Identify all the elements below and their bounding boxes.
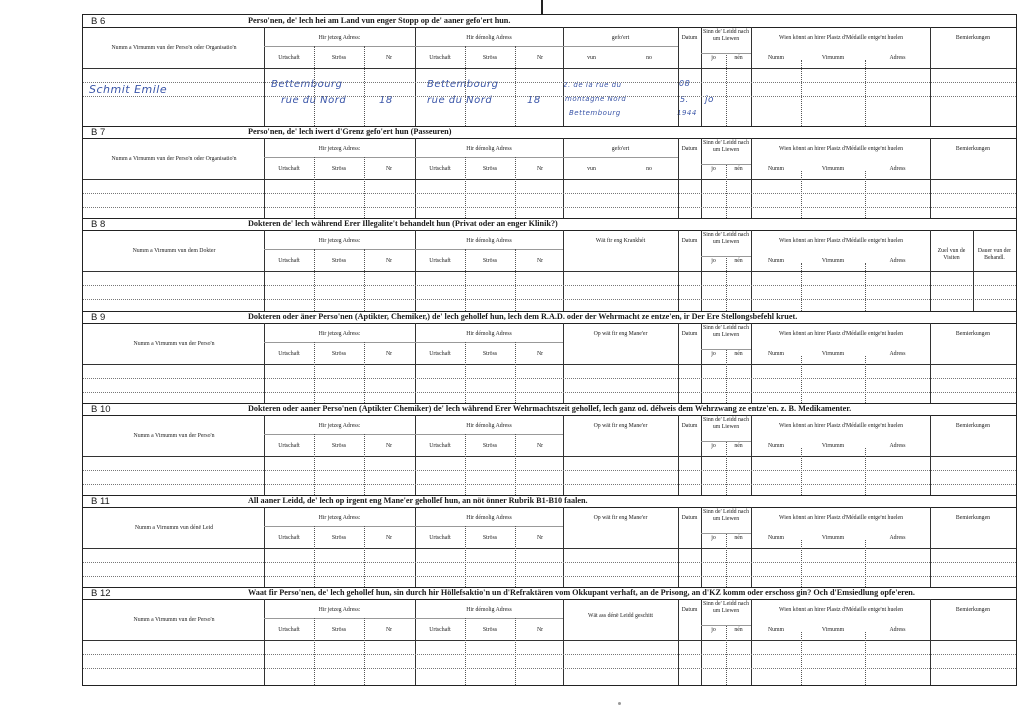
subheader-rule — [264, 434, 563, 435]
sub-column-rule — [865, 263, 866, 311]
place-header: Urtschaft — [278, 166, 300, 172]
column-rule — [751, 323, 752, 403]
date-header: Datum — [681, 35, 698, 41]
remarks-header: Bemierkungen — [955, 146, 991, 152]
column-rule — [751, 27, 752, 126]
column-rule — [751, 599, 752, 685]
section-header — [83, 403, 1016, 416]
place-header: Urtschaft — [429, 351, 451, 357]
subheader-rule — [701, 256, 751, 257]
former-address-header: Hir démolig Adress — [466, 146, 512, 152]
section-title: Waat fir Perso'nen, de' lech gehollef hun, sin durch hir Höllefsaktio'n un d'Refraktären vom Okkupant verhaft, an de Prisong, an d'KZ komm oder erschoss gin? Och d'Emsiedlung opfe'eren. — [248, 588, 915, 597]
sub-column-rule — [865, 356, 866, 403]
former-address-header: Hir démolig Adress — [466, 238, 512, 244]
manner-header: Op wät fir eng Mane'er — [593, 331, 648, 337]
medal-header: Wien könnt an hirer Plastz d'Médaille entge'nt huelen — [778, 238, 904, 244]
column-rule — [563, 599, 564, 685]
medal-header: Wien könnt an hirer Plastz d'Médaille entge'nt huelen — [778, 331, 904, 337]
suffering-header: Sinn de' Leidd nach um Liewen — [703, 232, 749, 245]
column-rule — [701, 138, 702, 218]
medal-name-header: Numm — [767, 535, 785, 541]
number-header: Nr — [536, 535, 544, 541]
place-header: Urtschaft — [429, 55, 451, 61]
handwritten-current-nr: 18 — [379, 95, 393, 106]
handwritten-current-street: rue du Nord — [281, 95, 347, 106]
place-header: Urtschaft — [429, 535, 451, 541]
medal-address-header: Adress — [889, 535, 906, 541]
handwritten-route-line1: 2. de la rue du — [563, 81, 622, 89]
section-b6 — [83, 15, 1016, 126]
medal-header: Wien könnt an hirer Plastz d'Médaille entge'nt huelen — [778, 607, 904, 613]
entry-row-rule — [83, 470, 1016, 471]
medal-name-header: Numm — [767, 627, 785, 633]
section-header — [83, 15, 1016, 28]
street-header: Ströss — [331, 258, 347, 264]
current-address-header: Hir jetzeg Adress: — [318, 515, 361, 521]
section-title: Dokteren oder aaner Perso'nen (Aptikter Chemiker) de' lech während Erer Wehrmachtszeit gehollef, lech ganz od. délweis dem Wehrzwang ze entze'en. z. B. Medikamenter. — [248, 404, 852, 413]
sub-column-rule — [801, 171, 802, 218]
subheader-rule — [563, 157, 678, 158]
sub-column-rule — [801, 632, 802, 685]
street-header: Ströss — [331, 535, 347, 541]
medal-address-header: Adress — [889, 443, 906, 449]
handwritten-date-year: 1944 — [677, 109, 697, 117]
section-header — [83, 495, 1016, 508]
header-rule — [83, 364, 1016, 365]
handwritten-date-month: 5. — [680, 95, 689, 104]
header-rule — [83, 548, 1016, 549]
section-title: Perso'nen, de' lech hei am Land vun enger Stopp op de' aaner gefo'ert hun. — [248, 16, 511, 25]
medal-firstname-header: Virnumm — [821, 535, 845, 541]
place-header: Urtschaft — [429, 166, 451, 172]
column-rule — [751, 415, 752, 495]
handwritten-route-line2: montagne Nord — [565, 95, 627, 103]
duration-header: Dauer vun der Behandl. — [977, 248, 1012, 261]
place-header: Urtschaft — [278, 258, 300, 264]
remarks-header: Bemierkungen — [955, 35, 991, 41]
section-b8 — [83, 218, 1016, 311]
section-b12 — [83, 587, 1016, 685]
section-code: B 9 — [91, 312, 106, 323]
section-title: Dokteren de' lech während Erer Illegalite't behandelt hun (Privat oder an enger Klinik?) — [248, 219, 558, 228]
street-header: Ströss — [331, 443, 347, 449]
date-header: Datum — [681, 146, 698, 152]
number-header: Nr — [536, 443, 544, 449]
entry-row-rule — [83, 96, 1016, 97]
medal-address-header: Adress — [889, 258, 906, 264]
current-address-header: Hir jetzeg Adress: — [318, 146, 361, 152]
place-header: Urtschaft — [278, 627, 300, 633]
bottom-mark — [618, 702, 621, 705]
street-header: Ströss — [482, 258, 498, 264]
street-header: Ströss — [482, 627, 498, 633]
manner-header: Op wät fir eng Mane'er — [593, 515, 648, 521]
entry-row-rule — [83, 562, 1016, 563]
sub-column-rule — [726, 625, 727, 685]
remarks-header: Bemierkungen — [955, 515, 991, 521]
name-column-header: Numm a Virnumm vun der Perso'n oder Organisatio'n — [111, 156, 237, 162]
street-header: Ströss — [331, 166, 347, 172]
entry-row-rule — [83, 576, 1016, 577]
medal-name-header: Numm — [767, 258, 785, 264]
section-code: B 6 — [91, 16, 106, 27]
former-address-header: Hir démolig Adress — [466, 331, 512, 337]
former-address-header: Hir démolig Adress — [466, 515, 512, 521]
suffering-header: Sinn de' Leidd nach um Liewen — [703, 140, 749, 153]
name-column-header: Numm a Virnumm vun der Perso'n — [133, 433, 215, 439]
section-code: B 8 — [91, 219, 106, 230]
medal-firstname-header: Virnumm — [821, 627, 845, 633]
handwritten-former-nr: 18 — [527, 95, 541, 106]
street-header: Ströss — [482, 55, 498, 61]
section-title: Dokteren oder äner Perso'nen (Aptikter, Chemiker,) de' lech gehollef hun, lech dem R.A.D. oder der Wehrmacht ze entze'en, ir Der Ere Stellongsbefehl kruet. — [248, 312, 798, 321]
entry-row-rule — [83, 193, 1016, 194]
handwritten-route-line3: Bettembourg — [569, 109, 621, 117]
handwritten-former-place: Bettembourg — [427, 79, 499, 90]
sub-column-rule — [801, 60, 802, 126]
medal-firstname-header: Virnumm — [821, 351, 845, 357]
name-column-header: Numm a Virnumm vun dénë Leid — [134, 525, 214, 531]
section-header — [83, 218, 1016, 231]
suffering-header: Sinn de' Leidd nach um Liewen — [703, 417, 749, 430]
subheader-rule — [264, 157, 563, 158]
remarks-header: Bemierkungen — [955, 423, 991, 429]
former-address-header: Hir démolig Adress — [466, 423, 512, 429]
entry-row-rule — [83, 285, 1016, 286]
handwritten-current-place: Bettembourg — [271, 79, 343, 90]
remarks-header: Bemierkungen — [955, 331, 991, 337]
column-rule — [973, 230, 974, 311]
from-header: vun — [587, 166, 596, 172]
number-header: Nr — [385, 443, 393, 449]
column-rule — [701, 599, 702, 685]
section-header — [83, 126, 1016, 139]
street-header: Ströss — [482, 443, 498, 449]
date-header: Datum — [681, 423, 698, 429]
street-header: Ströss — [331, 55, 347, 61]
column-rule — [701, 323, 702, 403]
subheader-rule — [701, 349, 751, 350]
column-rule — [701, 415, 702, 495]
current-address-header: Hir jetzeg Adress: — [318, 35, 361, 41]
number-header: Nr — [536, 351, 544, 357]
entry-row-rule — [83, 378, 1016, 379]
name-column-header: Numm a Virnumm vun der Perso'n — [133, 341, 215, 347]
medal-header: Wien könnt an hirer Plastz d'Médaille entge'nt huelen — [778, 515, 904, 521]
number-header: Nr — [385, 351, 393, 357]
current-address-header: Hir jetzeg Adress: — [318, 238, 361, 244]
yes-header: jo — [711, 351, 716, 357]
no-header: nén — [734, 443, 743, 449]
medal-name-header: Numm — [767, 55, 785, 61]
column-rule — [751, 138, 752, 218]
place-header: Urtschaft — [278, 55, 300, 61]
section-code: B 12 — [91, 588, 111, 599]
from-header: vun — [587, 55, 596, 61]
date-header: Datum — [681, 238, 698, 244]
sub-column-rule — [801, 356, 802, 403]
entry-row-rule — [83, 668, 1016, 669]
sub-column-rule — [801, 263, 802, 311]
date-header: Datum — [681, 607, 698, 613]
sub-column-rule — [865, 632, 866, 685]
medal-firstname-header: Virnumm — [821, 443, 845, 449]
yes-header: jo — [711, 166, 716, 172]
entry-row-rule — [83, 654, 1016, 655]
place-header: Urtschaft — [278, 351, 300, 357]
suffering-header: Sinn de' Leidd nach um Liewen — [703, 325, 749, 338]
form-sheet — [82, 14, 1017, 686]
section-b11 — [83, 495, 1016, 587]
subheader-rule — [264, 249, 563, 250]
place-header: Urtschaft — [278, 535, 300, 541]
section-title: Perso'nen, de' lech iwert d'Grenz gefo'ert hun (Passeuren) — [248, 127, 452, 136]
street-header: Ströss — [482, 166, 498, 172]
name-column-header: Numm a Virnumm vun dem Dokter — [132, 248, 216, 254]
sub-column-rule — [726, 53, 727, 126]
column-rule — [701, 507, 702, 587]
entry-row-rule — [83, 484, 1016, 485]
sub-column-rule — [801, 540, 802, 587]
medal-firstname-header: Virnumm — [821, 55, 845, 61]
yes-header: jo — [711, 443, 716, 449]
subheader-rule — [264, 526, 563, 527]
led-away-header: gefo'ert — [611, 35, 630, 41]
section-code: B 10 — [91, 404, 111, 415]
subheader-rule — [264, 46, 563, 47]
medal-name-header: Numm — [767, 443, 785, 449]
header-rule — [83, 456, 1016, 457]
street-header: Ströss — [331, 627, 347, 633]
subheader-rule — [701, 164, 751, 165]
section-header — [83, 587, 1016, 600]
suffering-header: Sinn de' Leidd nach um Liewen — [703, 509, 749, 522]
header-rule — [83, 68, 1016, 69]
place-header: Urtschaft — [429, 443, 451, 449]
number-header: Nr — [385, 55, 393, 61]
subheader-rule — [264, 342, 563, 343]
handwritten-name: Schmit Emile — [89, 83, 168, 96]
number-header: Nr — [536, 627, 544, 633]
number-header: Nr — [385, 535, 393, 541]
subheader-rule — [701, 625, 751, 626]
name-column-header: Numm a Virnumm vun der Perso'n — [133, 617, 215, 623]
yes-header: jo — [711, 258, 716, 264]
handwritten-yes-mark: jo — [705, 95, 715, 105]
section-title: All aaner Leidd, de' lech op irgent eng Mane'er gehollef hun, an nöt önner Rubrik B1-B10 faalen. — [248, 496, 588, 505]
medal-address-header: Adress — [889, 55, 906, 61]
suffering-header: Sinn de' Leidd nach um Liewen — [703, 601, 749, 614]
date-header: Datum — [681, 331, 698, 337]
sub-column-rule — [865, 448, 866, 495]
date-header: Datum — [681, 515, 698, 521]
handwritten-former-street: rue du Nord — [427, 95, 493, 106]
current-address-header: Hir jetzeg Adress: — [318, 423, 361, 429]
medal-header: Wien könnt an hirer Plastz d'Médaille entge'nt huelen — [778, 423, 904, 429]
former-address-header: Hir démolig Adress — [466, 35, 512, 41]
visits-header: Zuel vun de Visiten — [937, 248, 966, 261]
number-header: Nr — [536, 258, 544, 264]
entry-row-rule — [83, 299, 1016, 300]
medal-firstname-header: Virnumm — [821, 258, 845, 264]
yes-header: jo — [711, 55, 716, 61]
medal-name-header: Numm — [767, 351, 785, 357]
name-column-header: Numm a Virnumm vun der Perso'n oder Organisatio'n — [111, 45, 237, 51]
entry-row-rule — [83, 82, 1016, 83]
place-header: Urtschaft — [429, 627, 451, 633]
header-rule — [83, 271, 1016, 272]
to-header: no — [646, 166, 652, 172]
entry-row-rule — [83, 392, 1016, 393]
street-header: Ströss — [482, 351, 498, 357]
no-header: nén — [734, 55, 743, 61]
place-header: Urtschaft — [278, 443, 300, 449]
sub-column-rule — [865, 540, 866, 587]
no-header: nén — [734, 166, 743, 172]
medal-address-header: Adress — [889, 351, 906, 357]
number-header: Nr — [385, 166, 393, 172]
place-header: Urtschaft — [429, 258, 451, 264]
number-header: Nr — [385, 258, 393, 264]
section-header — [83, 311, 1016, 324]
no-header: nén — [734, 351, 743, 357]
section-code: B 7 — [91, 127, 106, 138]
column-rule — [751, 507, 752, 587]
subheader-rule — [701, 441, 751, 442]
yes-header: jo — [711, 535, 716, 541]
medal-firstname-header: Virnumm — [821, 166, 845, 172]
manner-header: Op wät fir eng Mane'er — [593, 423, 648, 429]
medal-address-header: Adress — [889, 166, 906, 172]
subheader-rule — [701, 533, 751, 534]
to-header: no — [646, 55, 652, 61]
current-address-header: Hir jetzeg Adress: — [318, 331, 361, 337]
section-b7 — [83, 126, 1016, 218]
no-header: nén — [734, 258, 743, 264]
sub-column-rule — [865, 60, 866, 126]
header-rule — [83, 640, 1016, 641]
handwritten-date-day: 08 — [679, 79, 691, 88]
medal-header: Wien könnt an hirer Plastz d'Médaille entge'nt huelen — [778, 146, 904, 152]
what-happened-header: Wät ass dénë Leidd geschitt — [587, 613, 654, 619]
subheader-rule — [701, 53, 751, 54]
remarks-header: Bemierkungen — [955, 607, 991, 613]
sub-column-rule — [801, 448, 802, 495]
section-b9 — [83, 311, 1016, 403]
subheader-rule — [563, 46, 678, 47]
suffering-header: Sinn de' Leidd nach um Liewen — [703, 29, 749, 42]
number-header: Nr — [536, 55, 544, 61]
entry-row-rule — [83, 207, 1016, 208]
column-rule — [701, 27, 702, 126]
subheader-rule — [264, 618, 563, 619]
current-address-header: Hir jetzeg Adress: — [318, 607, 361, 613]
medal-address-header: Adress — [889, 627, 906, 633]
street-header: Ströss — [331, 351, 347, 357]
led-away-header: gefo'ert — [611, 146, 630, 152]
top-fold-mark — [541, 0, 543, 14]
yes-header: jo — [711, 627, 716, 633]
medal-header: Wien könnt an hirer Plastz d'Médaille entge'nt huelen — [778, 35, 904, 41]
illness-header: Wät fir eng Krankhét — [595, 238, 646, 244]
section-b10 — [83, 403, 1016, 495]
no-header: nén — [734, 627, 743, 633]
no-header: nén — [734, 535, 743, 541]
number-header: Nr — [536, 166, 544, 172]
sub-column-rule — [865, 171, 866, 218]
medal-name-header: Numm — [767, 166, 785, 172]
header-rule — [83, 179, 1016, 180]
number-header: Nr — [385, 627, 393, 633]
former-address-header: Hir démolig Adress — [466, 607, 512, 613]
section-code: B 11 — [91, 496, 110, 507]
street-header: Ströss — [482, 535, 498, 541]
